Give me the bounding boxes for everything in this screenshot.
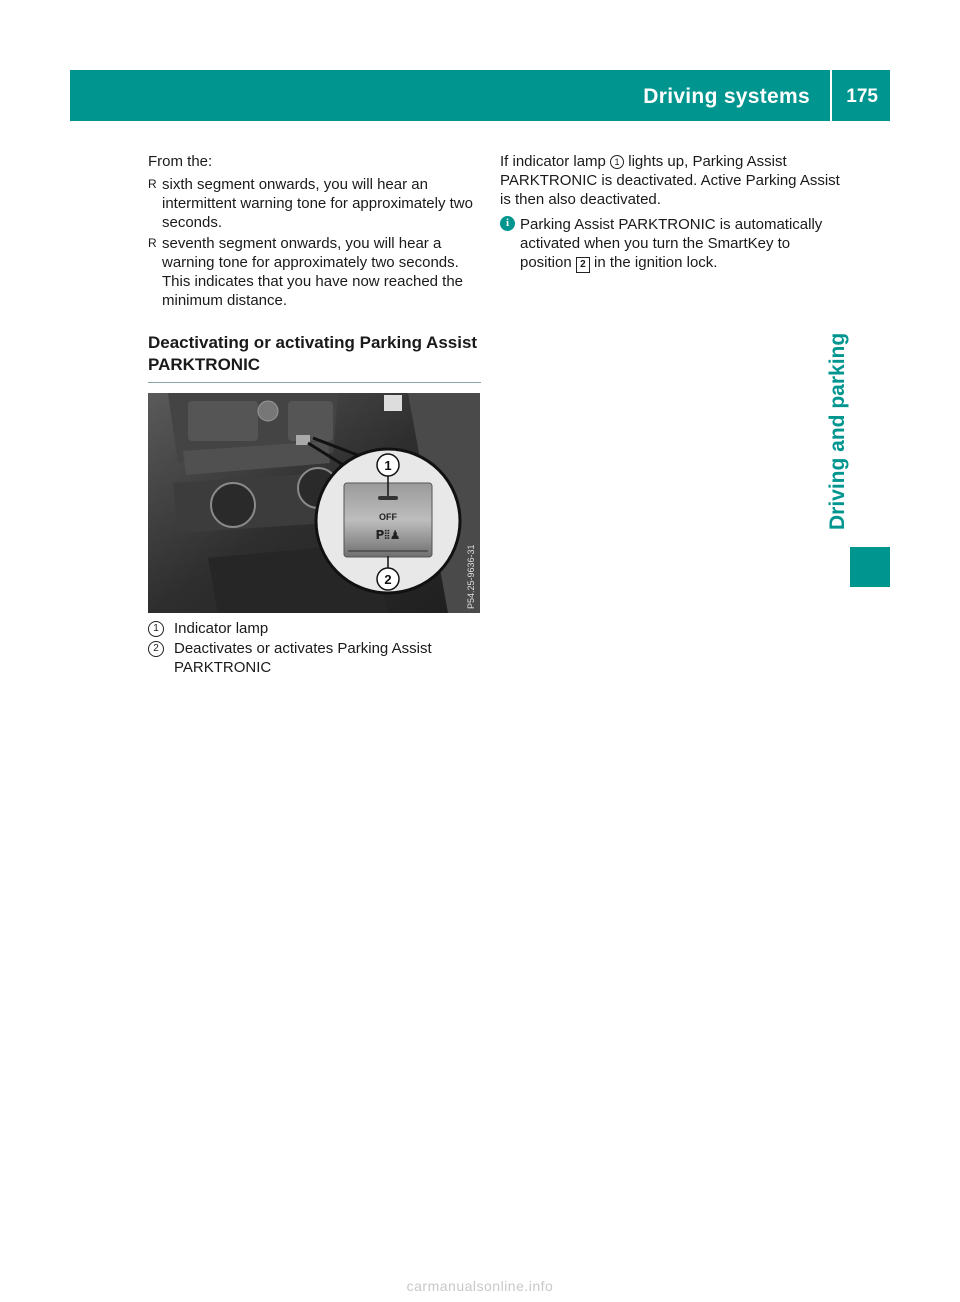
- callout-2-number: 2: [384, 572, 392, 587]
- header-divider: [830, 70, 832, 121]
- info-text-after: in the ignition lock.: [594, 254, 718, 271]
- section-heading: Deactivating or activating Parking Assist PARKTRONIC: [148, 332, 481, 383]
- section-title: Driving systems: [643, 85, 810, 108]
- indicator-lamp: [378, 496, 398, 500]
- bullet-icon: R: [148, 236, 157, 250]
- bullet-text: seventh segment onwards, you will hear a warning tone for approximately two seconds. This indicates that you have now reached the minimum distance.: [162, 235, 464, 309]
- bullet-list: [148, 175, 481, 310]
- list-item: [148, 234, 481, 310]
- legend-number: 2: [148, 641, 164, 657]
- side-tab-block: [850, 547, 890, 587]
- legend-item: [148, 639, 481, 677]
- parktronic-icon: P⦙⦙♟: [375, 528, 401, 542]
- dashboard-figure: [148, 393, 480, 613]
- right-column: [500, 152, 840, 273]
- figure-legend: [148, 619, 481, 677]
- callout-ref-1: 1: [610, 155, 624, 169]
- page-number: 175: [846, 86, 878, 107]
- info-note: [500, 215, 840, 273]
- callout-1-number: 1: [384, 458, 392, 473]
- para-text-after: lights up, Parking Assist PARKTRONIC is deactivated. Active Parking Assist is then also deactivated.: [500, 153, 840, 208]
- list-item: [148, 175, 481, 232]
- side-tab-label: Driving and parking: [826, 332, 849, 530]
- info-icon: i: [500, 216, 515, 231]
- bullet-text: sixth segment onwards, you will hear an intermittent warning tone for approximately two seconds.: [162, 176, 473, 231]
- legend-number: 1: [148, 621, 164, 637]
- key-position-box: 2: [576, 257, 590, 273]
- figure-code: P54.25-9636-31: [466, 544, 476, 609]
- bullet-icon: R: [148, 177, 157, 191]
- control-knob: [258, 401, 278, 421]
- watermark: carmanualsonline.info: [406, 1278, 554, 1294]
- legend-text: Indicator lamp: [174, 620, 269, 637]
- para-text-before: If indicator lamp: [500, 153, 606, 170]
- legend-text: Deactivates or activates Parking Assist PARKTRONIC: [174, 640, 432, 676]
- status-paragraph: [500, 152, 840, 209]
- off-label: OFF: [379, 512, 397, 522]
- control-buttons: [188, 401, 258, 441]
- dashboard-illustration: [148, 393, 480, 613]
- climate-dial-left: [211, 483, 255, 527]
- left-column: [148, 152, 481, 678]
- info-text-before: Parking Assist PARKTRONIC is automatically activated when you turn the SmartKey to position: [520, 216, 823, 271]
- small-button: [384, 395, 402, 411]
- intro-text: From the:: [148, 153, 213, 170]
- control-buttons-right: [288, 401, 333, 441]
- header-bar: [70, 70, 890, 121]
- legend-item: [148, 619, 481, 638]
